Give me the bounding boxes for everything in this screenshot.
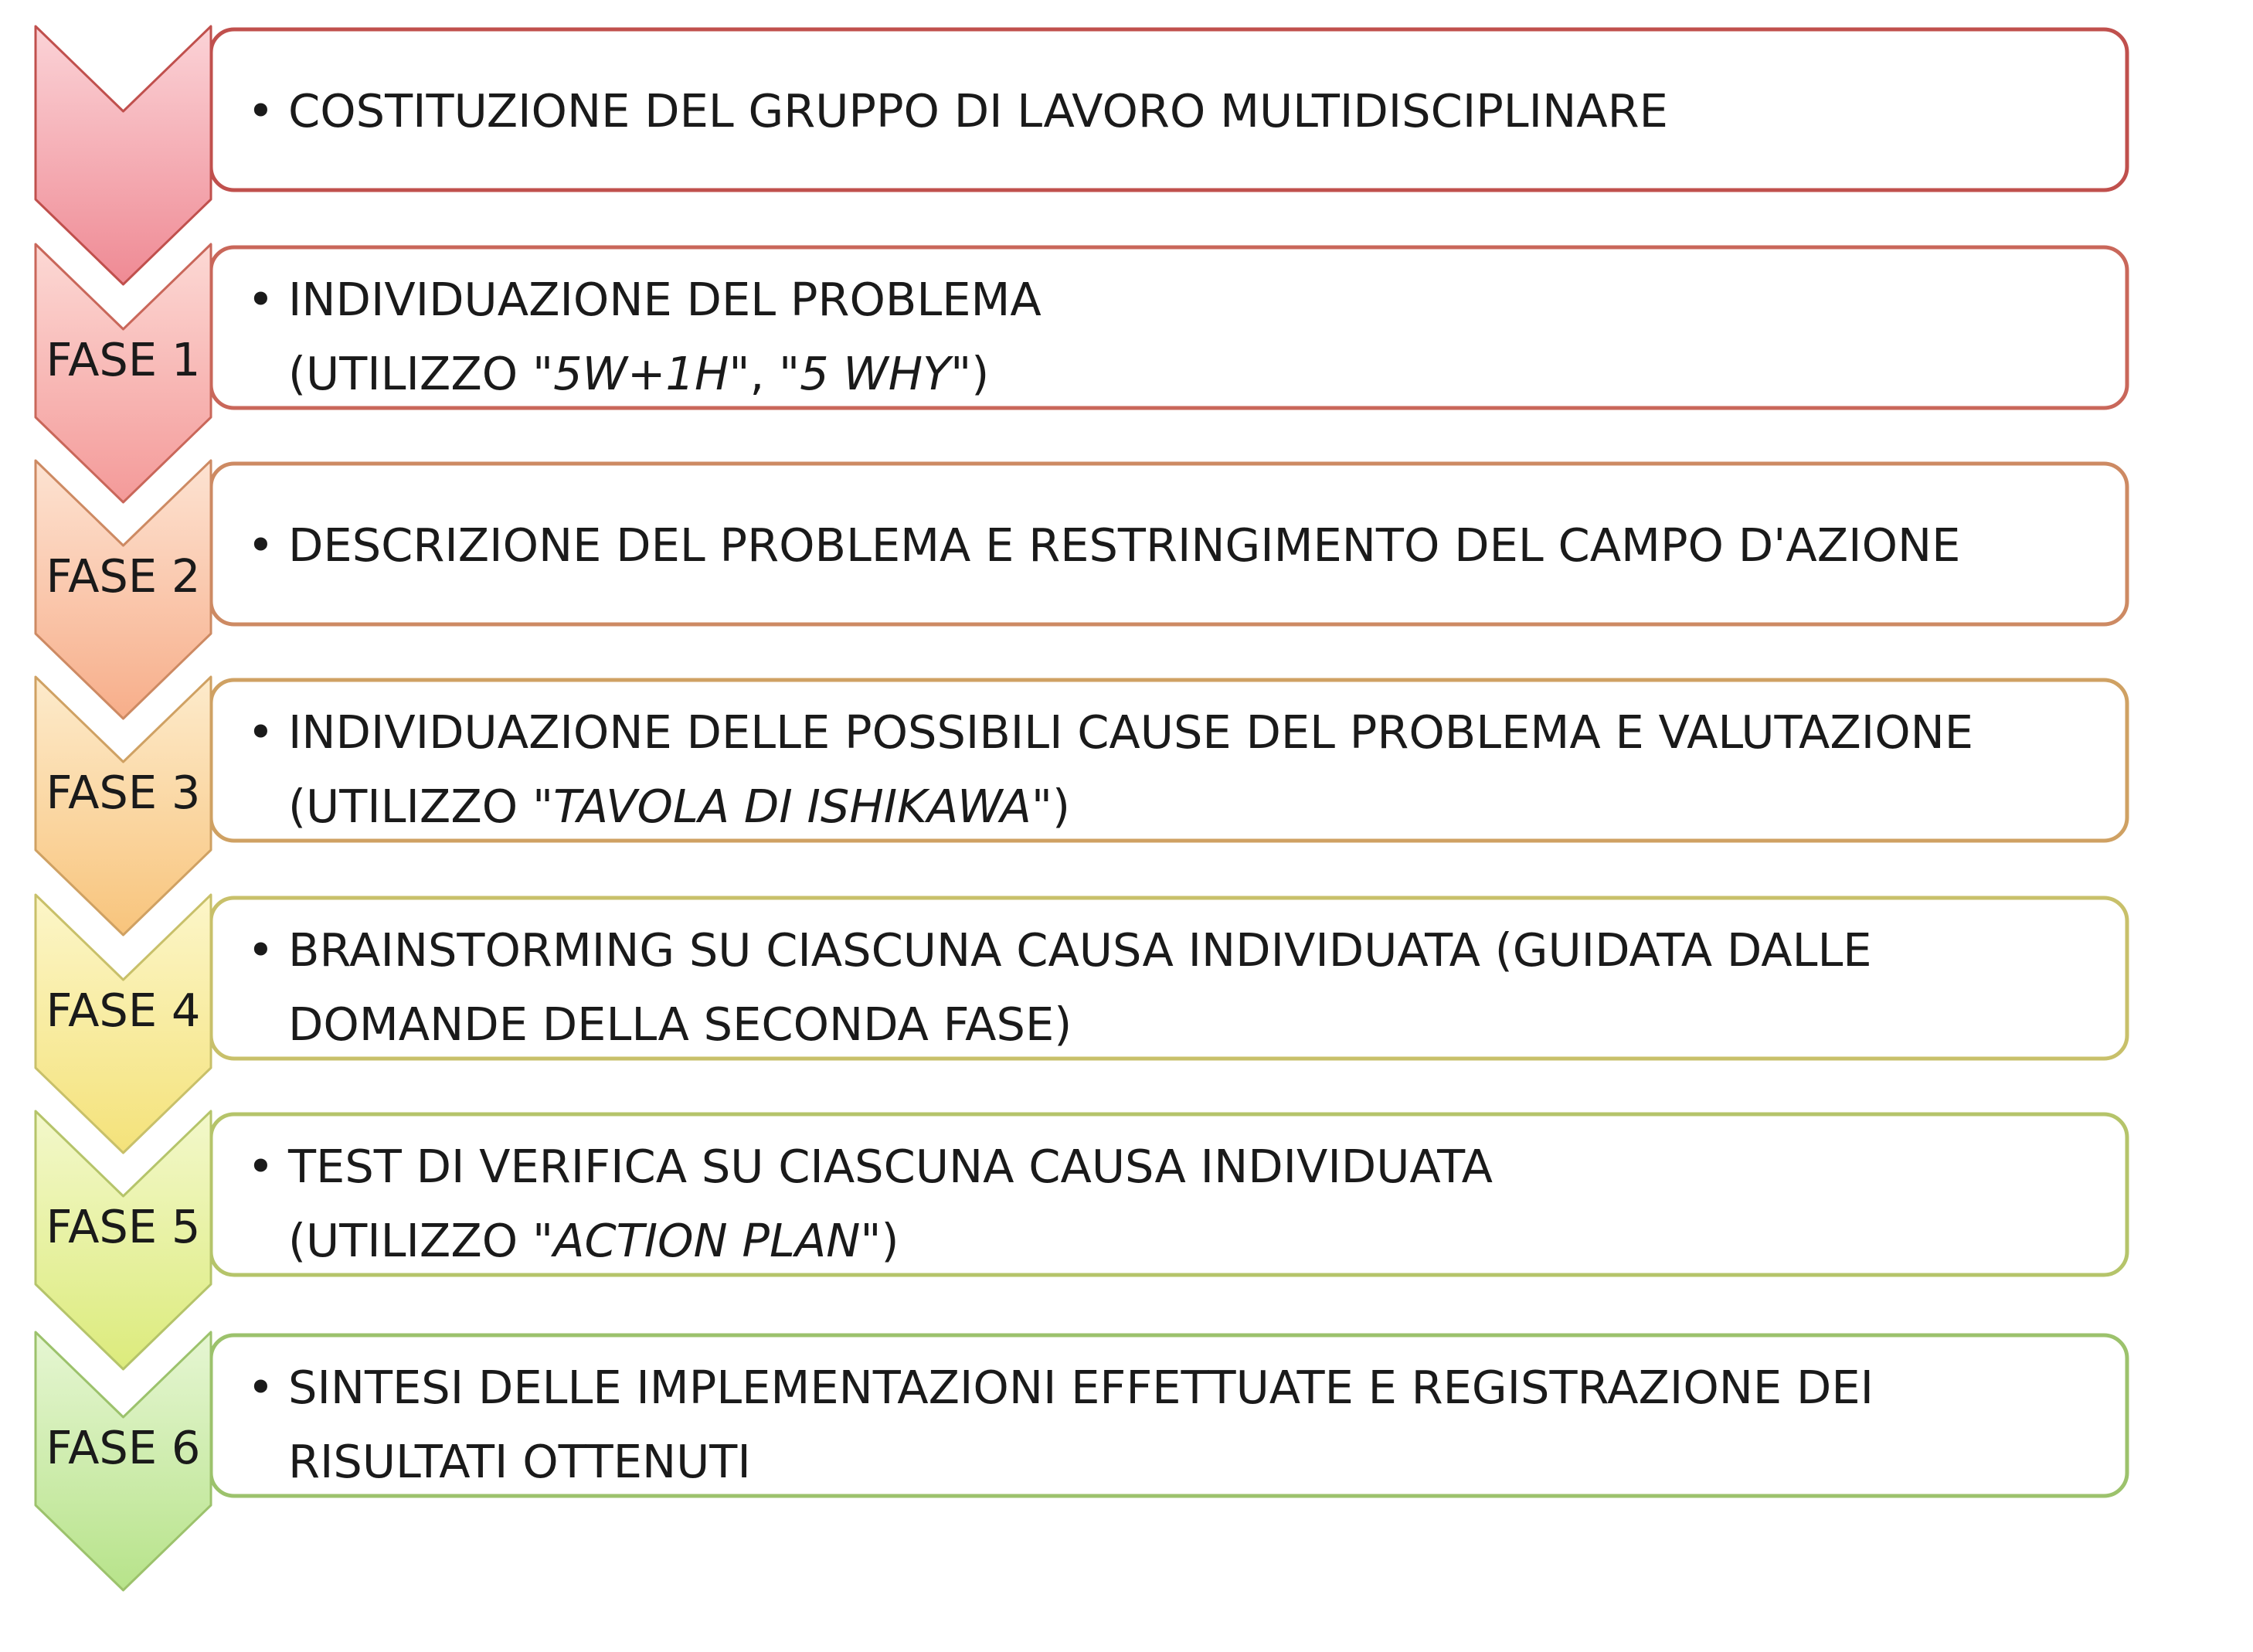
- step-bullet: •: [247, 1361, 274, 1414]
- step-text-line: (UTILIZZO "ACTION PLAN"): [288, 1214, 899, 1267]
- step-text-line: RISULTATI OTTENUTI: [288, 1435, 751, 1488]
- step-bullet: •: [247, 84, 274, 138]
- phase-label: FASE 3: [46, 766, 201, 819]
- step-text-line: (UTILIZZO "TAVOLA DI ISHIKAWA"): [288, 780, 1071, 833]
- step-text-line: DOMANDE DELLA SECONDA FASE): [288, 998, 1072, 1051]
- step-text-line: DESCRIZIONE DEL PROBLEMA E RESTRINGIMENTO DEL CAMPO D'AZIONE: [288, 518, 1961, 572]
- phase-label: FASE 6: [46, 1421, 201, 1474]
- step-text-line: BRAINSTORMING SU CIASCUNA CAUSA INDIVIDUATA (GUIDATA DALLE: [288, 923, 1872, 977]
- phase-label: FASE 4: [46, 984, 201, 1037]
- step-text-line: INDIVIDUAZIONE DEL PROBLEMA: [288, 273, 1042, 326]
- phase-label: FASE 2: [46, 549, 201, 603]
- step-bullet: •: [247, 923, 274, 977]
- chevron-arrows: [36, 26, 211, 1590]
- step-text-line: TEST DI VERIFICA SU CIASCUNA CAUSA INDIVIDUATA: [288, 1140, 1494, 1193]
- step-bullet: •: [247, 518, 274, 572]
- step-text-line: COSTITUZIONE DEL GRUPPO DI LAVORO MULTIDISCIPLINARE: [288, 84, 1668, 138]
- phase-label: FASE 1: [46, 333, 201, 386]
- step-text-line: SINTESI DELLE IMPLEMENTAZIONI EFFETTUATE E REGISTRAZIONE DEI: [288, 1361, 1874, 1414]
- step-bullet: •: [247, 1140, 274, 1193]
- step-bullet: •: [247, 705, 274, 759]
- step-text-line: INDIVIDUAZIONE DELLE POSSIBILI CAUSE DEL PROBLEMA E VALUTAZIONE: [288, 705, 1974, 759]
- step-boxes: [211, 29, 2127, 1496]
- chevron-arrow: [36, 26, 211, 284]
- phase-label: FASE 5: [46, 1200, 201, 1253]
- step-bullet: •: [247, 273, 274, 326]
- step-text-line: (UTILIZZO "5W+1H", "5 WHY"): [288, 347, 990, 400]
